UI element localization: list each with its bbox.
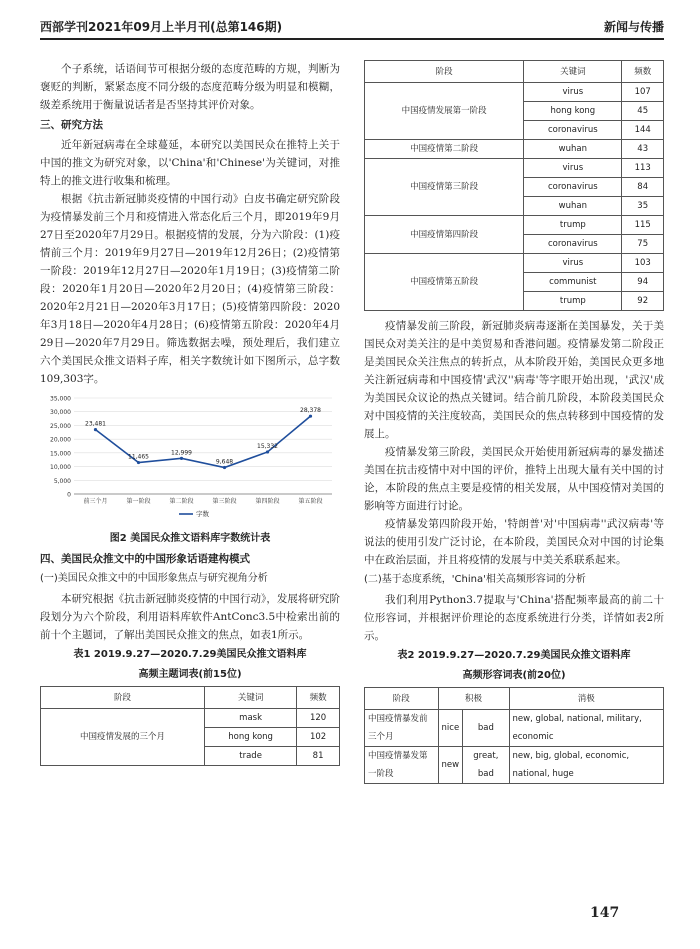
y-tick-label: 20,000 xyxy=(50,436,71,444)
y-tick-label: 35,000 xyxy=(50,395,71,403)
table1-cell: trade xyxy=(205,747,297,766)
data-point xyxy=(137,461,140,464)
page-header xyxy=(40,14,664,40)
table-top-cell: 35 xyxy=(622,197,664,216)
right-paragraph-3: 疫情暴发第四阶段开始，'特朗普'对'中国病毒''武汉病毒'等说法的使用引发广泛讨论，在本阶段，美国民众对中国的讨论集中在政治层面，并且将疫情的发展与中美关系联系起来。 xyxy=(364,518,664,566)
table2-header-stage: 阶段 xyxy=(365,688,439,710)
table2-cell: bad xyxy=(463,710,509,747)
x-tick-label: 第五阶段 xyxy=(298,498,323,505)
table-top-cell: communist xyxy=(524,273,622,292)
table-top-header-stage: 阶段 xyxy=(365,61,524,83)
table-top-cell: 144 xyxy=(622,121,664,140)
table2-cell: new xyxy=(438,747,463,784)
table-top-cell: hong kong xyxy=(524,102,622,121)
table-top-cell: coronavirus xyxy=(524,178,622,197)
table-top-cell: 84 xyxy=(622,178,664,197)
table1-subcaption: 高频主题词表(前15位) xyxy=(138,669,242,680)
table-top-cell: 43 xyxy=(622,140,664,159)
table-top-cell: 113 xyxy=(622,159,664,178)
table1-caption: 表1 2019.9.27—2020.7.29美国民众推文语料库 xyxy=(73,649,307,660)
table-top-stage: 中国疫情第二阶段 xyxy=(365,140,524,159)
table2-caption: 表2 2019.9.27—2020.7.29美国民众推文语料库 xyxy=(397,650,631,661)
method-heading: 三、研究方法 xyxy=(40,119,103,131)
table2-cell: new, global, national, military, economic xyxy=(509,710,663,747)
table-top-cell: 92 xyxy=(622,292,664,311)
x-tick-label: 第三阶段 xyxy=(212,498,237,505)
data-label: 23,481 xyxy=(85,420,106,428)
data-point xyxy=(309,415,312,418)
y-tick-label: 30,000 xyxy=(50,409,71,417)
section-title: 新闻与传播 xyxy=(603,19,664,34)
right-paragraph-1: 疫情暴发前三阶段，新冠肺炎病毒逐渐在美国暴发，关于美国民众对美关注的是中美贸易和香港问题。疫情暴发第二阶段正是美国民众关注焦点的转折点，从本阶段开始，美国民众更多地关注新冠病毒和中国疫情'武汉''病毒'等字眼开始出现，'武汉'成为美国民众议论的热点关键词。结合前几阶段，本阶段美国民众对中国疫情的关注度较高，美国民众的焦点转移到中国疫情的发展上。 xyxy=(364,320,664,440)
data-label: 28,378 xyxy=(300,407,321,415)
table-2 xyxy=(364,687,664,784)
table-top-cell: trump xyxy=(524,216,622,235)
table2-header-negative: 消极 xyxy=(509,688,663,710)
table-top-stage: 中国疫情发展第一阶段 xyxy=(365,83,524,140)
section-four-subheading: (一)美国民众推文中的中国形象焦点与研究视角分析 xyxy=(40,573,268,584)
y-tick-label: 0 xyxy=(67,491,71,499)
x-tick-label: 第四阶段 xyxy=(255,498,280,505)
right-paragraph-2: 疫情暴发第三阶段，美国民众开始使用新冠病毒的暴发描述美国在抗击疫情中对中国的评价，推特上出现大量有关中国的讨论，本阶段的焦点主要是疫情的相关发展，从中国疫情对美国的影响等方面进行讨论。 xyxy=(364,446,664,512)
table-top-cell: 107 xyxy=(622,83,664,102)
table-top-stage: 中国疫情第三阶段 xyxy=(365,159,524,216)
data-label: 12,999 xyxy=(171,449,192,457)
table1-cell: 102 xyxy=(297,728,340,747)
table-1 xyxy=(40,686,340,766)
table-top-cell: trump xyxy=(524,292,622,311)
legend-label: 字数 xyxy=(196,510,209,518)
table1-cell: hong kong xyxy=(205,728,297,747)
table-top-stage: 中国疫情第五阶段 xyxy=(365,254,524,311)
data-point xyxy=(223,466,226,469)
data-label: 11,465 xyxy=(128,453,149,461)
table-top-cell: coronavirus xyxy=(524,235,622,254)
method-paragraph-2: 根据《抗击新冠肺炎疫情的中国行动》白皮书确定研究阶段为疫情暴发前三个月和疫情进入常态化后三个月，即2019年9月27日至2020年7月29日。根据疫情的发展，分为六阶段：(1)疫情前三个月：2019年9月27日—2019年12月26日；(2)疫情第一阶段：2019年12月27日—2020年1月19日；(3)疫情第二阶段：2020年1月20日—2020年2月20日；(4)疫情第三阶段：2020年2月21日—2020年3月17日；(5)疫情第四阶段：2020年3月18日—2020年4月28日；(6)疫情第五阶段：2020年4月29日—2020年7月29日。筛选数据去噪，预处理后，我们建立六个美国民众推文语料子库，相关字数统计如下图所示，总字数109,303字。 xyxy=(40,193,340,385)
table2-cell: great, bad xyxy=(463,747,509,784)
table-top-cell: 75 xyxy=(622,235,664,254)
right-paragraph-4: 我们利用Python3.7提取与'China'搭配频率最高的前二十位形容词，并根据评价理论的态度系统进行分类，详情如表2所示。 xyxy=(364,594,664,642)
table-top-cell: virus xyxy=(524,254,622,273)
x-tick-label: 第一阶段 xyxy=(126,498,151,505)
data-point xyxy=(180,457,183,460)
table-top-cell: 103 xyxy=(622,254,664,273)
table2-cell: nice xyxy=(438,710,463,747)
y-tick-label: 25,000 xyxy=(50,422,71,430)
data-label: 15,332 xyxy=(257,442,278,450)
figure-2 xyxy=(40,392,340,548)
left-column xyxy=(40,60,340,766)
data-point xyxy=(94,428,97,431)
data-label: 9,648 xyxy=(215,458,234,466)
table-top-cell: coronavirus xyxy=(524,121,622,140)
table-top-cell: 94 xyxy=(622,273,664,292)
table-keywords-stages xyxy=(364,60,664,311)
adjective-subheading: (二)基于态度系统，'China'相关高频形容词的分析 xyxy=(364,574,586,585)
table-top-cell: virus xyxy=(524,159,622,178)
table1-stage: 中国疫情发展的三个月 xyxy=(41,709,205,766)
table-top-stage: 中国疫情第四阶段 xyxy=(365,216,524,254)
table1-header-stage: 阶段 xyxy=(41,687,205,709)
table-top-header-freq: 频数 xyxy=(622,61,664,83)
section-four-heading: 四、美国民众推文中的中国形象话语建构模式 xyxy=(40,553,250,565)
table1-cell: 120 xyxy=(297,709,340,728)
intro-paragraph: 个子系统，话语间节可根据分级的态度范畴的方规，判断为褒贬的判断，紧紧态度不同分级的态度范畴分级为明显和模糊，级差系统用于衡量说话者是否坚持其评价对象。 xyxy=(40,63,340,111)
word-count-chart xyxy=(40,392,340,522)
table-top-cell: wuhan xyxy=(524,140,622,159)
y-tick-label: 10,000 xyxy=(50,464,71,472)
x-tick-label: 前三个月 xyxy=(83,498,108,505)
table2-cell: 中国疫情暴发第一阶段 xyxy=(365,747,439,784)
table2-cell: 中国疫情暴发前三个月 xyxy=(365,710,439,747)
table1-header-keyword: 关键词 xyxy=(205,687,297,709)
figure-caption: 图2 美国民众推文语料库字数统计表 xyxy=(109,533,271,544)
table2-subcaption: 高频形容词表(前20位) xyxy=(462,670,566,681)
table-top-header-keyword: 关键词 xyxy=(524,61,622,83)
method-paragraph-1: 近年新冠病毒在全球蔓延，本研究以美国民众在推特上关于中国的推文为研究对象，以'China'和'Chinese'为关键词，对推特上的推文进行收集和梳理。 xyxy=(40,139,340,187)
page-number: 147 xyxy=(590,905,620,921)
table-top-cell: 115 xyxy=(622,216,664,235)
table-top-cell: virus xyxy=(524,83,622,102)
table1-cell: 81 xyxy=(297,747,340,766)
table-top-cell: 45 xyxy=(622,102,664,121)
y-tick-label: 5,000 xyxy=(53,477,71,485)
table1-header-freq: 频数 xyxy=(297,687,340,709)
table-top-cell: wuhan xyxy=(524,197,622,216)
x-tick-label: 第二阶段 xyxy=(169,498,194,505)
table2-cell: new, big, global, economic, national, huge xyxy=(509,747,663,784)
right-column xyxy=(364,60,664,784)
y-tick-label: 15,000 xyxy=(50,450,71,458)
section-four-paragraph: 本研究根据《抗击新冠肺炎疫情的中国行动》，发展将研究阶段划分为六个阶段，利用语料库软件AntConc3.5中检索出前的前十个主题词，了解出美国民众推文的焦点，如表1所示。 xyxy=(40,593,340,641)
table2-header-positive: 积极 xyxy=(438,688,509,710)
journal-title: 西部学刊2021年09月上半月刊(总第146期) xyxy=(40,19,283,34)
data-point xyxy=(266,450,269,453)
table1-cell: mask xyxy=(205,709,297,728)
